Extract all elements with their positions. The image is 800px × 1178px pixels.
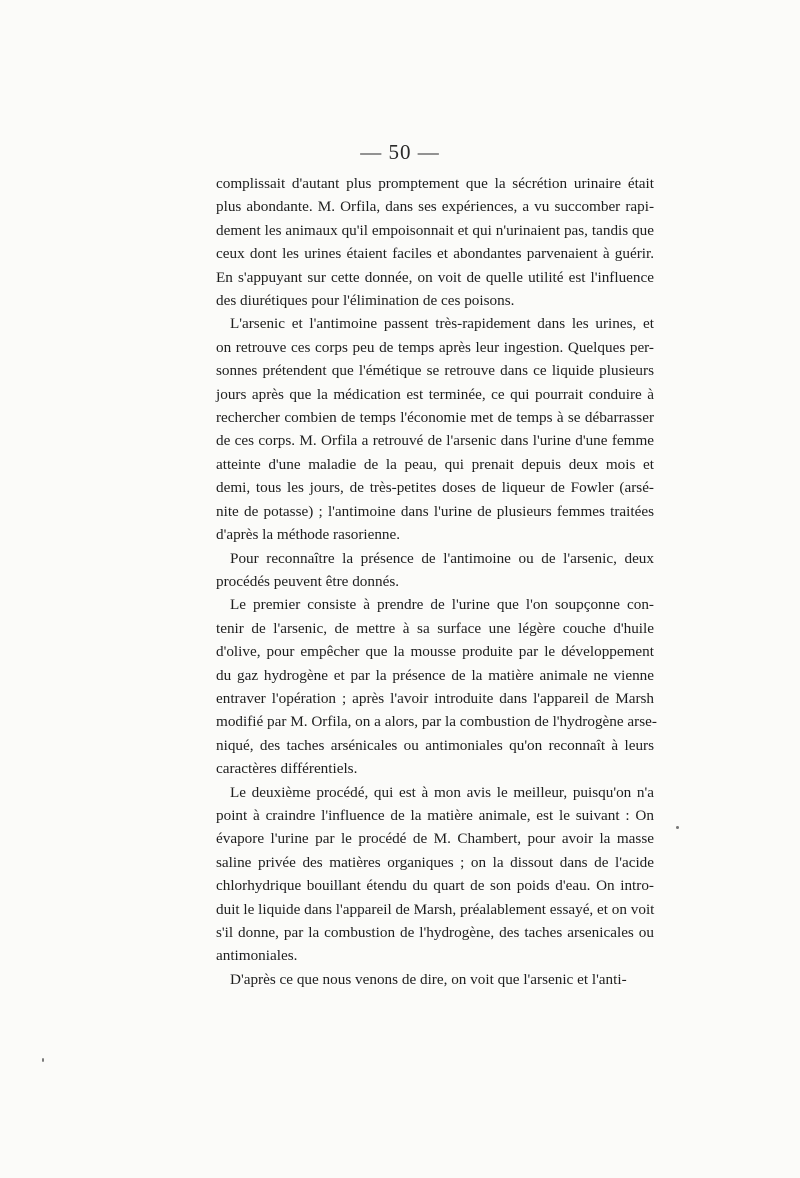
text-line: d'olive, pour empêcher que la mousse produite par le développement — [216, 643, 654, 661]
text-line: Pour reconnaître la présence de l'antimoine ou de l'arsenic, deux — [230, 549, 654, 567]
text-line: D'après ce que nous venons de dire, on voit que l'arsenic et l'anti- — [230, 970, 627, 988]
text-line: complissait d'autant plus promptement que la sécrétion urinaire était — [216, 175, 654, 192]
text-line: jours après que la médication est terminée, ce qui pourrait conduire à — [216, 385, 654, 403]
text-line: d'après la méthode rasorienne. — [216, 526, 401, 544]
text-line: point à craindre l'influence de la matière animale, est le suivant : On — [216, 806, 654, 824]
paragraph — [216, 312, 654, 546]
text-line: de ces corps. M. Orfila a retrouvé de l'arsenic dans l'urine d'une femme — [216, 432, 654, 450]
text-line: L'arsenic et l'antimoine passent très-rapidement dans les urines, et — [230, 315, 654, 333]
text-line: on retrouve ces corps peu de temps après leur ingestion. Quelques per- — [216, 338, 654, 356]
text-line: des diurétiques pour l'élimination de ces poisons. — [216, 292, 515, 310]
text-line: plus abondante. M. Orfila, dans ses expériences, a vu succomber rapi- — [216, 198, 654, 216]
text-line: procédés peuvent être donnés. — [216, 572, 400, 590]
text-line: s'il donne, par la combustion de l'hydrogène, des taches arsenicales ou — [216, 924, 654, 941]
page-number: — 50 — — [360, 140, 440, 164]
text-line: atteinte d'une maladie de la peau, qui prenait depuis deux mois et — [216, 455, 654, 473]
paragraph — [216, 172, 654, 312]
text-line: rechercher combien de temps l'économie met de temps à se débarrasser — [216, 409, 654, 427]
text-line: du gaz hydrogène et par la présence de la matière animale ne vienne — [216, 666, 654, 684]
text-line: ceux dont les urines étaient faciles et abondantes parvenaient à guérir. — [216, 245, 654, 263]
text-line: chlorhydrique bouillant étendu du quart de son poids d'eau. On intro- — [216, 877, 654, 895]
paragraph — [216, 781, 654, 968]
text-line: tenir de l'arsenic, de mettre à sa surface une légère couche d'huile — [216, 619, 654, 637]
text-line: niqué, des taches arsénicales ou antimoniales qu'on reconnaît à leurs — [216, 736, 654, 754]
text-line: caractères différentiels. — [216, 760, 358, 778]
text-line: entraver l'opération ; après l'avoir introduite dans l'appareil de Marsh — [216, 689, 654, 707]
text-line: modifié par M. Orfila, on a alors, par la combustion de l'hydrogène arse- — [216, 713, 657, 731]
text-line: sonnes prétendent que l'émétique se retrouve dans ce liquide plusieurs — [216, 362, 654, 380]
text-line: duit le liquide dans l'appareil de Marsh, préalablement essayé, et on voit — [216, 900, 655, 918]
paragraph — [216, 968, 654, 991]
text-line: saline privée des matières organiques ; on la dissout dans de l'acide — [216, 853, 654, 871]
edge-speck — [676, 826, 679, 829]
paragraph — [216, 547, 654, 594]
text-line: antimoniales. — [216, 947, 298, 965]
text-line: Le premier consiste à prendre de l'urine que l'on soupçonne con- — [230, 596, 654, 614]
paragraph — [216, 593, 657, 780]
text-line: évapore l'urine par le procédé de M. Chambert, pour avoir la masse — [216, 830, 654, 848]
edge-speck — [42, 1058, 44, 1062]
text-line: nite de potasse) ; l'antimoine dans l'urine de plusieurs femmes traitées — [216, 502, 654, 520]
body-text — [216, 172, 657, 991]
text-line: demi, tous les jours, de très-petites doses de liqueur de Fowler (arsé- — [216, 479, 654, 497]
text-line: Le deuxième procédé, qui est à mon avis le meilleur, puisqu'on n'a — [230, 783, 654, 801]
text-line: En s'appuyant sur cette donnée, on voit de quelle utilité est l'influence — [216, 268, 654, 286]
text-line: dement les animaux qu'il empoisonnait et qui n'urinaient pas, tandis que — [216, 221, 654, 239]
